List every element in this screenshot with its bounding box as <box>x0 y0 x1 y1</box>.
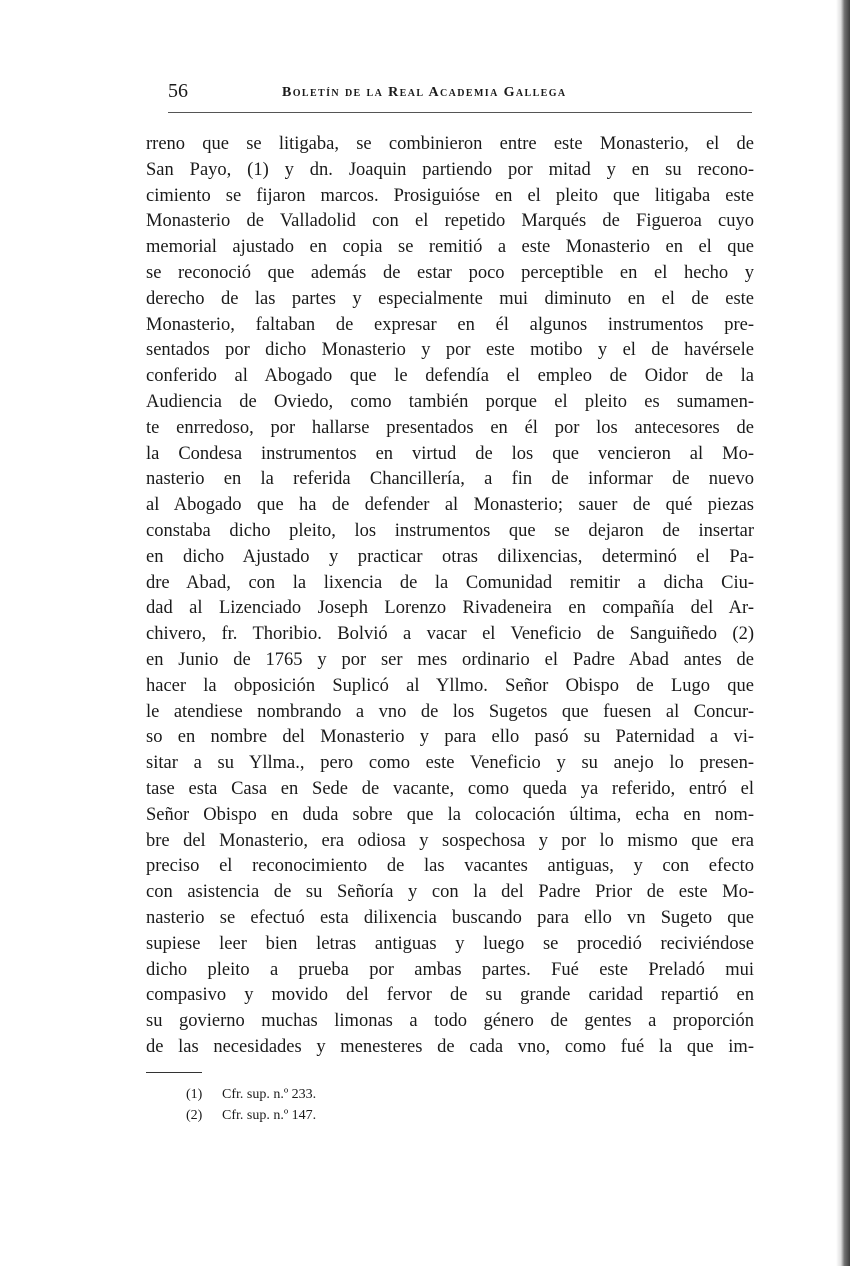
text-line: derecho de las partes y especialmente mui diminuto en el de este <box>146 288 754 309</box>
text-line: chivero, fr. Thoribio. Bolvió a vacar el Veneficio de Sanguiñedo (2) <box>146 624 754 645</box>
text-line: sitar a su Yllma., pero como este Veneficio y su anejo lo presen- <box>146 753 754 774</box>
text-line: Señor Obispo en duda sobre que la colocación última, echa en nom- <box>146 804 754 825</box>
text-line: bre del Monasterio, era odiosa y sospechosa y por lo mismo que era <box>146 830 754 851</box>
footnote <box>186 1084 316 1105</box>
footnote-number: (2) <box>186 1108 203 1123</box>
text-line: le atendiese nombrando a vno de los Sugetos que fuesen al Concur- <box>146 701 754 722</box>
text-line: so en nombre del Monasterio y para ello pasó su Paternidad a vi- <box>146 727 754 748</box>
footnotes <box>186 1084 316 1126</box>
text-line: Monasterio, faltaban de expresar en él algunos instrumentos pre- <box>146 314 754 335</box>
page-number: 56 <box>168 80 188 102</box>
text-line: al Abogado que ha de defender al Monasterio; sauer de qué piezas <box>146 495 754 516</box>
text-line: Monasterio de Valladolid con el repetido Marqués de Figueroa cuyo <box>146 211 754 232</box>
scanned-page-edge <box>836 0 850 1266</box>
text-line: memorial ajustado en copia se remitió a este Monasterio en el que <box>146 237 754 258</box>
text-line: en dicho Ajustado y practicar otras dilixencias, determinó el Pa- <box>146 546 754 567</box>
text-line: su govierno muchas limonas a todo género de gentes a proporción <box>146 1011 754 1032</box>
text-line: dre Abad, con la lixencia de la Comunidad remitir a dicha Ciu- <box>146 572 754 593</box>
text-line: la Condesa instrumentos en virtud de los que vencieron al Mo- <box>146 443 754 464</box>
text-line: nasterio en la referida Chancillería, a fin de informar de nuevo <box>146 469 754 490</box>
text-line: compasivo y movido del fervor de su grande caridad repartió en <box>146 985 754 1006</box>
text-line: en Junio de 1765 y por ser mes ordinario el Padre Abad antes de <box>146 649 754 670</box>
text-line: rreno que se litigaba, se combinieron entre este Monasterio, el de <box>146 134 754 154</box>
text-line: cimiento se fijaron marcos. Prosiguióse en el pleito que litigaba este <box>146 185 754 206</box>
footnote <box>186 1105 316 1126</box>
text-line: nasterio se efectuó esta dilixencia buscando para ello vn Sugeto que <box>146 907 754 928</box>
text-line: conferido al Abogado que le defendía el empleo de Oidor de la <box>146 366 754 387</box>
footnote-rule <box>146 1072 202 1073</box>
text-line: Audiencia de Oviedo, como también porque el pleito es sumamen- <box>146 391 754 412</box>
text-line: con asistencia de su Señoría y con la del Padre Prior de este Mo- <box>146 882 754 903</box>
text-line: preciso el reconocimiento de las vacantes antiguas, y con efecto <box>146 856 754 877</box>
header-rule <box>168 112 752 113</box>
running-title: Boletín de la Real Academia Gallega <box>282 85 567 100</box>
text-line: supiese leer bien letras antiguas y luego se procedió reciviéndose <box>146 933 754 954</box>
text-line: hacer la obposición Suplicó al Yllmo. Señor Obispo de Lugo que <box>146 675 754 696</box>
text-line: se reconoció que además de estar poco perceptible en el hecho y <box>146 262 754 283</box>
text-line: sentados por dicho Monasterio y por este motibo y el de havérsele <box>146 340 754 361</box>
text-line: te enrredoso, por hallarse presentados en él por los antecesores de <box>146 417 754 438</box>
text-line: tase esta Casa en Sede de vacante, como queda ya referido, entró el <box>146 778 754 799</box>
text-line: de las necesidades y menesteres de cada vno, como fué la que im- <box>146 1036 754 1057</box>
footnote-number: (1) <box>186 1087 203 1102</box>
text-line: constaba dicho pleito, los instrumentos que se dejaron de insertar <box>146 520 754 541</box>
footnote-text: Cfr. sup. n.º 233. <box>222 1087 317 1102</box>
footnote-text: Cfr. sup. n.º 147. <box>222 1108 317 1123</box>
text-line: San Payo, (1) y dn. Joaquin partiendo por mitad y en su recono- <box>146 159 754 180</box>
page-header <box>168 80 752 106</box>
text-line: dad al Lizenciado Joseph Lorenzo Rivadeneira en compañía del Ar- <box>146 598 754 619</box>
text-line: dicho pleito a prueba por ambas partes. Fué este Preladó mui <box>146 959 754 980</box>
body-text <box>146 132 754 1061</box>
